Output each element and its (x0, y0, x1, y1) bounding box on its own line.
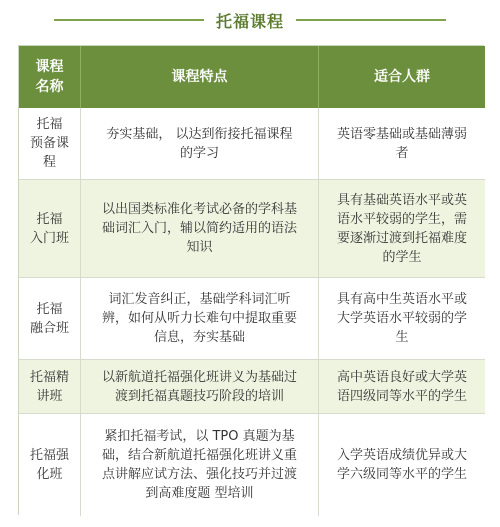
row-3-feature: 词汇发音纠正，基础学科词汇听 辨，如何从听力长难句中提取重要 信息，夯实基础 (81, 278, 319, 360)
row-5-feature: 紧扣托福考试，以 TPO 真题为基 础，结合新航道托福强化班讲义重 点讲解应试方法、强化技巧并过渡 到高难度题 型培训 (81, 414, 319, 516)
course-table (18, 45, 484, 515)
title-divider-left (54, 19, 204, 21)
row-1-audience: 英语零基础或基础薄弱 者 (319, 108, 485, 180)
row-1-name: 托福 预备课 程 (19, 108, 81, 180)
row-3-audience: 具有高中生英语水平或 大学英语水平较弱的学 生 (319, 278, 485, 360)
row-1-feature: 夯实基础， 以达到衔接托福课程 的学习 (81, 108, 319, 180)
row-4-audience: 高中英语良好或大学英 语四级同等水平的学生 (319, 360, 485, 414)
title-row (0, 0, 500, 40)
row-2-name: 托福 入门班 (19, 180, 81, 278)
header-audience: 适合人群 (319, 46, 485, 108)
row-5-name: 托福强 化班 (19, 414, 81, 516)
title-divider-right (296, 19, 446, 21)
header-course-name: 课程 名称 (19, 46, 81, 108)
row-2-audience: 具有基础英语水平或英 语水平较弱的学生，需 要逐渐过渡到托福难度 的学生 (319, 180, 485, 278)
header-course-feature: 课程特点 (81, 46, 319, 108)
row-2-feature: 以出国类标准化考试必备的学科基 础词汇入门，辅以简约适用的语法 知识 (81, 180, 319, 278)
row-4-name: 托福精 讲班 (19, 360, 81, 414)
row-5-audience: 入学英语成绩优异或大 学六级同等水平的学生 (319, 414, 485, 516)
row-4-feature: 以新航道托福强化班讲义为基础过 渡到托福真题技巧阶段的培训 (81, 360, 319, 414)
page-title: 托福课程 (215, 11, 284, 31)
row-3-name: 托福 融合班 (19, 278, 81, 360)
